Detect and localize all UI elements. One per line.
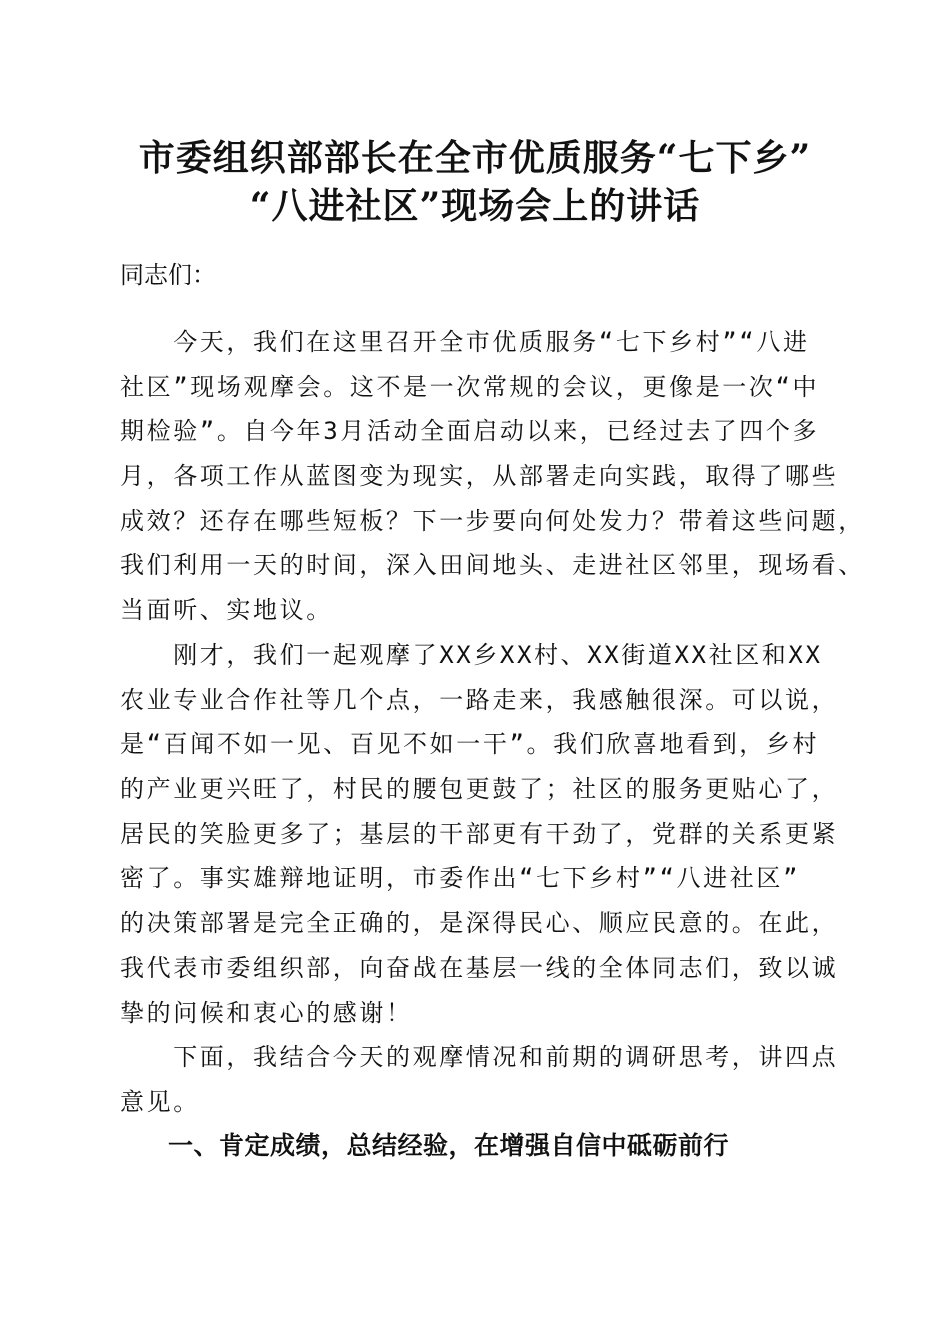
paragraph-line: 月，各项工作从蓝图变为现实，从部署走向实践，取得了哪些 <box>120 462 839 491</box>
paragraph-line: 挚的问候和衷心的感谢！ <box>120 998 413 1027</box>
paragraph-line: 成效？还存在哪些短板？下一步要向何处发力？带着这些问题， <box>120 506 865 535</box>
paragraph-line: 的产业更兴旺了，村民的腰包更鼓了；社区的服务更贴心了， <box>120 775 839 804</box>
paragraph-1 <box>120 320 865 633</box>
paragraph-line: 的决策部署是完全正确的，是深得民心、顺应民意的。在此， <box>120 909 839 938</box>
paragraph-3 <box>120 1035 840 1124</box>
paragraph-line: 居民的笑脸更多了；基层的干部更有干劲了，党群的关系更紧 <box>120 819 839 848</box>
document-title-line-2: “八进社区”现场会上的讲话 <box>249 185 701 227</box>
document-title-line-1: 市委组织部部长在全市优质服务“七下乡” <box>138 137 812 179</box>
section-heading-1: 一、肯定成绩，总结经验，在增强自信中砥砺前行 <box>168 1131 730 1160</box>
paragraph-2 <box>120 633 840 1035</box>
paragraph-line: 农业专业合作社等几个点，一路走来，我感触很深。可以说， <box>120 685 839 714</box>
paragraph-line: 是“百闻不如一见、百见不如一干”。我们欣喜地看到，乡村 <box>120 730 820 759</box>
paragraph-line: 我代表市委组织部，向奋战在基层一线的全体同志们，致以诚 <box>120 953 839 982</box>
paragraph-line: 当面听、实地议。 <box>120 596 333 625</box>
paragraph-line: 刚才，我们一起观摩了XX乡XX村、XX街道XX社区和XX <box>120 641 823 669</box>
paragraph-line: 我们利用一天的时间，深入田间地头、走进社区邻里，现场看、 <box>120 551 865 580</box>
paragraph-line: 社区”现场观摩会。这不是一次常规的会议，更像是一次“中 <box>120 372 820 401</box>
paragraph-line: 意见。 <box>120 1087 200 1116</box>
paragraph-line: 期检验”。自今年3月活动全面启动以来，已经过去了四个多 <box>120 417 820 446</box>
paragraph-line: 密了。事实雄辩地证明，市委作出“七下乡村”“八进社区” <box>120 864 800 893</box>
paragraph-line: 下面，我结合今天的观摩情况和前期的调研思考，讲四点 <box>120 1043 839 1071</box>
paragraph-line: 今天，我们在这里召开全市优质服务“七下乡村”“八进 <box>120 328 810 356</box>
greeting: 同志们： <box>120 261 216 289</box>
